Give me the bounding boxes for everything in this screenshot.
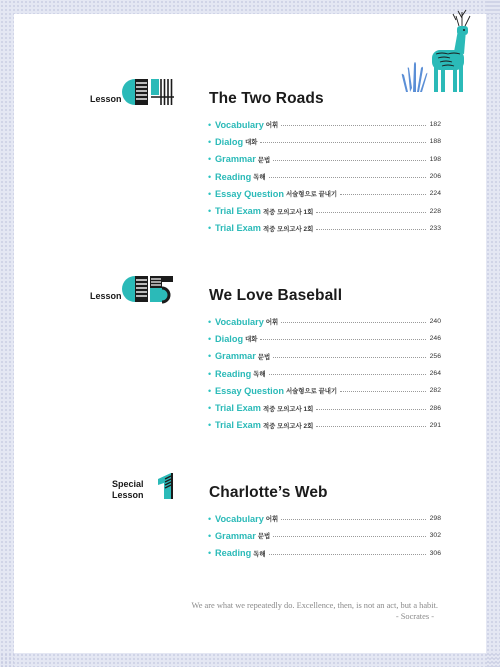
special-tag-line2: Lesson bbox=[112, 490, 144, 500]
lesson-title: Charlotte’s Web bbox=[209, 484, 328, 501]
bullet-icon: • bbox=[208, 171, 212, 182]
dot-leader bbox=[269, 177, 426, 178]
section-korean-label: 독해 bbox=[253, 550, 266, 558]
section-label: Vocabulary bbox=[215, 513, 264, 524]
section-korean-label: 대화 bbox=[245, 139, 258, 147]
lesson-tag: Lesson bbox=[90, 94, 122, 104]
toc-entry bbox=[208, 399, 441, 416]
toc-entry bbox=[208, 417, 441, 434]
dot-leader bbox=[281, 125, 426, 126]
page-number: 206 bbox=[429, 173, 441, 181]
toc-entry bbox=[208, 545, 441, 562]
page-frame-right bbox=[486, 0, 500, 667]
lesson-title: We Love Baseball bbox=[209, 287, 343, 304]
toc-entry bbox=[208, 116, 441, 133]
quote-author: - Socrates - bbox=[395, 611, 434, 621]
section-label: Grammar bbox=[215, 351, 256, 362]
section-label: Grammar bbox=[215, 154, 256, 165]
toc-entry bbox=[208, 168, 441, 185]
lesson-number-05-badge bbox=[121, 274, 175, 304]
page-number: 306 bbox=[429, 549, 441, 557]
section-korean-label: 문법 bbox=[257, 156, 271, 164]
section-label: Dialog bbox=[215, 136, 244, 147]
section-korean-label: 독해 bbox=[253, 371, 266, 379]
bullet-icon: • bbox=[208, 420, 212, 431]
section-korean-label: 문법 bbox=[257, 533, 271, 541]
bullet-icon: • bbox=[208, 403, 212, 414]
page-frame-left bbox=[0, 0, 14, 667]
toc-entry bbox=[208, 510, 441, 527]
bullet-icon: • bbox=[208, 316, 212, 327]
page-number: 198 bbox=[429, 155, 441, 163]
bullet-icon: • bbox=[208, 136, 212, 147]
toc-entry bbox=[208, 151, 441, 168]
lesson-04-contents bbox=[208, 116, 441, 237]
toc-entry bbox=[208, 348, 441, 365]
lesson-05-contents bbox=[208, 313, 441, 434]
dot-leader bbox=[273, 536, 426, 537]
special-lesson-tag bbox=[112, 479, 144, 501]
bullet-icon: • bbox=[208, 119, 212, 130]
lesson-title: The Two Roads bbox=[209, 90, 324, 107]
quote-text: We are what we repeatedly do. Excellence, then, is not an act, but a habit. bbox=[191, 601, 438, 610]
section-label: Grammar bbox=[215, 530, 256, 541]
section-label: Dialog bbox=[215, 333, 244, 344]
page-number: 228 bbox=[429, 207, 441, 215]
section-korean-label: 적중 모의고사 2회 bbox=[262, 422, 314, 430]
section-korean-label: 어휘 bbox=[265, 122, 279, 130]
dot-leader bbox=[273, 357, 426, 358]
toc-entry bbox=[208, 382, 441, 399]
dot-leader bbox=[316, 212, 426, 213]
section-label: Vocabulary bbox=[215, 316, 264, 327]
section-korean-label: 적중 모의고사 2회 bbox=[262, 225, 314, 233]
section-korean-label: 어휘 bbox=[265, 516, 279, 524]
section-label: Vocabulary bbox=[215, 119, 264, 130]
toc-entry bbox=[208, 133, 441, 150]
dot-leader bbox=[260, 142, 426, 143]
bullet-icon: • bbox=[208, 368, 212, 379]
section-label: Reading bbox=[215, 171, 252, 182]
section-label: Trial Exam bbox=[215, 223, 261, 234]
bullet-icon: • bbox=[208, 548, 212, 559]
section-korean-label: 대화 bbox=[245, 336, 258, 344]
bullet-icon: • bbox=[208, 206, 212, 217]
bullet-icon: • bbox=[208, 223, 212, 234]
bullet-icon: • bbox=[208, 513, 212, 524]
bullet-icon: • bbox=[208, 188, 212, 199]
page-number: 246 bbox=[429, 335, 441, 343]
section-korean-label: 서술형으로 끝내기 bbox=[285, 388, 338, 396]
section-label: Essay Question bbox=[215, 385, 284, 396]
page-number: 240 bbox=[429, 318, 441, 326]
dot-leader bbox=[260, 339, 426, 340]
page-number: 224 bbox=[429, 190, 441, 198]
page-number: 182 bbox=[429, 121, 441, 129]
page-number: 264 bbox=[429, 370, 441, 378]
section-korean-label: 서술형으로 끝내기 bbox=[285, 191, 338, 199]
dot-leader bbox=[340, 391, 426, 392]
dot-leader bbox=[316, 409, 426, 410]
dot-leader bbox=[269, 554, 426, 555]
deer-illustration bbox=[396, 8, 476, 94]
dot-leader bbox=[316, 426, 426, 427]
page-number: 233 bbox=[429, 224, 441, 232]
section-korean-label: 문법 bbox=[257, 353, 271, 361]
bullet-icon: • bbox=[208, 351, 212, 362]
dot-leader bbox=[340, 194, 426, 195]
lesson-number-04-badge bbox=[121, 77, 175, 107]
page-number: 291 bbox=[429, 421, 441, 429]
dot-leader bbox=[281, 519, 426, 520]
section-label: Reading bbox=[215, 368, 252, 379]
toc-entry bbox=[208, 527, 441, 544]
section-label: Reading bbox=[215, 548, 252, 559]
page-number: 286 bbox=[429, 404, 441, 412]
bullet-icon: • bbox=[208, 333, 212, 344]
section-korean-label: 적중 모의고사 1회 bbox=[262, 208, 314, 216]
page-number: 298 bbox=[429, 515, 441, 523]
page-number: 282 bbox=[429, 387, 441, 395]
lesson-tag: Lesson bbox=[90, 291, 122, 301]
section-label: Trial Exam bbox=[215, 403, 261, 414]
section-label: Trial Exam bbox=[215, 420, 261, 431]
special-lesson-contents bbox=[208, 510, 441, 562]
section-label: Essay Question bbox=[215, 188, 284, 199]
page-frame-bottom bbox=[0, 653, 500, 667]
bullet-icon: • bbox=[208, 530, 212, 541]
dot-leader bbox=[316, 229, 426, 230]
toc-entry bbox=[208, 202, 441, 219]
special-lesson-number-badge bbox=[155, 471, 175, 501]
special-tag-line1: Special bbox=[112, 479, 144, 489]
bullet-icon: • bbox=[208, 385, 212, 396]
toc-entry bbox=[208, 313, 441, 330]
section-korean-label: 어휘 bbox=[265, 319, 279, 327]
toc-entry bbox=[208, 185, 441, 202]
dot-leader bbox=[269, 374, 426, 375]
section-korean-label: 독해 bbox=[253, 174, 266, 182]
toc-entry bbox=[208, 330, 441, 347]
toc-entry bbox=[208, 220, 441, 237]
dot-leader bbox=[281, 322, 426, 323]
bullet-icon: • bbox=[208, 154, 212, 165]
dot-leader bbox=[273, 160, 426, 161]
section-label: Trial Exam bbox=[215, 206, 261, 217]
section-korean-label: 적중 모의고사 1회 bbox=[262, 405, 314, 413]
quote-block bbox=[150, 601, 438, 622]
page-number: 302 bbox=[429, 532, 441, 540]
page-number: 188 bbox=[429, 138, 441, 146]
page-number: 256 bbox=[429, 352, 441, 360]
toc-entry bbox=[208, 365, 441, 382]
